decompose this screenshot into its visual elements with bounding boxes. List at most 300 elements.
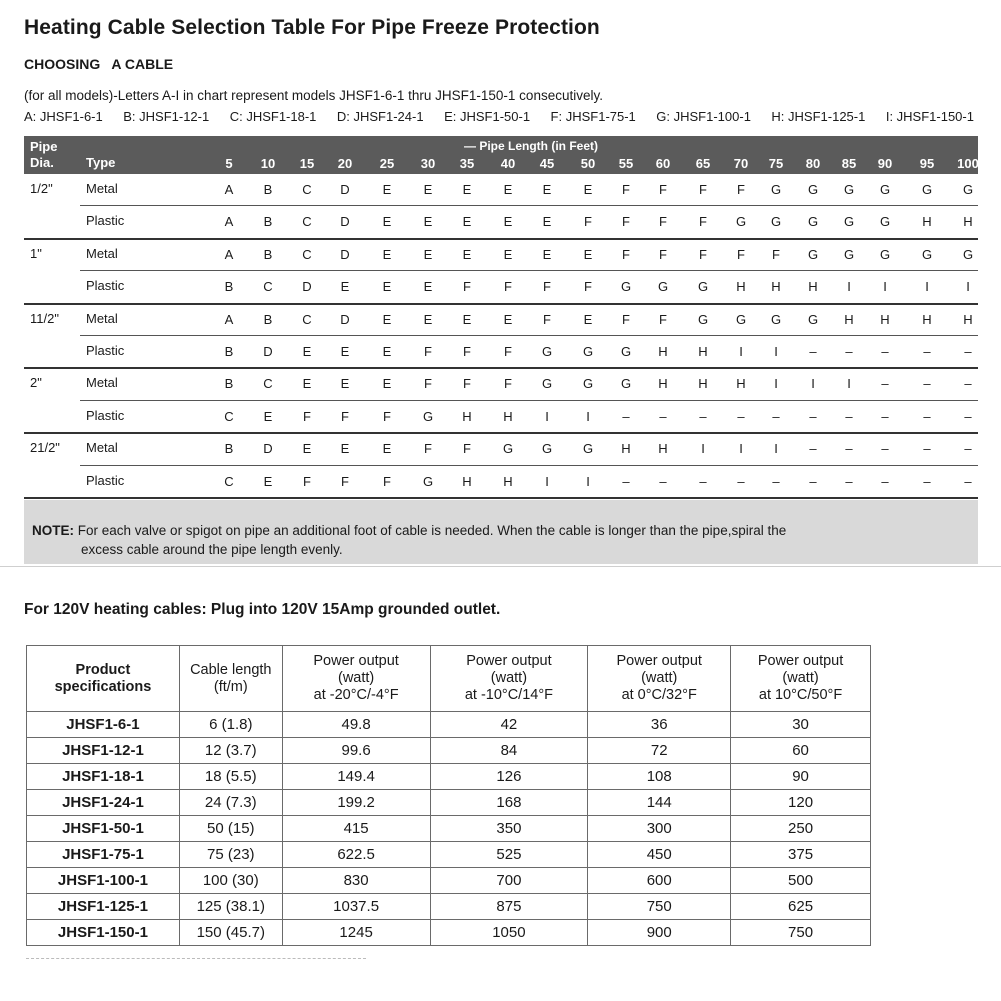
selection-cell: F <box>504 344 512 359</box>
model-name: JHSF1-50-1 <box>27 816 180 842</box>
selection-cell: E <box>340 279 350 295</box>
selection-cell: – <box>659 473 667 489</box>
selection-cell: H <box>698 344 708 359</box>
selection-cell: F <box>383 473 391 489</box>
selection-cell: F <box>424 441 432 457</box>
selection-cell: F <box>622 311 630 327</box>
selection-cell: – <box>881 344 889 359</box>
spec-cell: 144 <box>588 790 731 816</box>
spec-cell: 6 (1.8) <box>179 712 282 738</box>
selection-cell: – <box>809 344 817 359</box>
selection-cell: H <box>922 311 932 327</box>
spec-cell: 126 <box>430 764 588 790</box>
pipe-diameter: 11/2" <box>30 310 59 326</box>
selection-cell: D <box>340 182 350 197</box>
spec-cell: 90 <box>731 764 871 790</box>
header-pipe-length: — Pipe Length (in Feet) <box>464 139 598 153</box>
selection-cell: E <box>462 246 472 262</box>
header-dia: Dia. <box>30 155 54 170</box>
spec-cell: 42 <box>430 712 588 738</box>
selection-cell: F <box>383 408 391 424</box>
selection-cell: H <box>736 376 746 392</box>
header-length-40: 40 <box>500 156 516 171</box>
spec-table <box>26 645 871 946</box>
selection-cell: – <box>923 344 931 359</box>
spec-cell: 168 <box>430 790 588 816</box>
selection-cell: F <box>699 246 707 262</box>
cables-title: For 120V heating cables: Plug into 120V 15Amp grounded outlet. <box>24 601 501 618</box>
selection-cell: B <box>224 279 234 295</box>
header-length-60: 60 <box>655 156 671 171</box>
selection-cell: – <box>845 344 853 359</box>
selection-cell: E <box>462 311 472 327</box>
model-name: JHSF1-150-1 <box>27 920 180 946</box>
spec-cell: 415 <box>282 816 430 842</box>
selection-cell: H <box>922 214 932 230</box>
pipe-diameter: 1" <box>30 245 42 261</box>
selection-cell: E <box>423 214 433 230</box>
selection-cell: – <box>964 473 972 489</box>
selection-cell: E <box>382 344 392 359</box>
selection-cell: A <box>224 311 234 327</box>
selection-cell: – <box>809 441 817 457</box>
selection-cell: F <box>622 182 630 197</box>
selection-cell: E <box>382 246 392 262</box>
spec-header-line: specifications <box>54 678 152 695</box>
model-name: JHSF1-12-1 <box>27 738 180 764</box>
selection-cell: B <box>263 214 273 230</box>
selection-cell: H <box>736 279 746 295</box>
selection-cell: G <box>843 246 855 262</box>
selection-cell: E <box>382 441 392 457</box>
selection-cell: F <box>622 246 630 262</box>
section-divider <box>0 566 1001 567</box>
spec-row <box>27 842 871 868</box>
spec-cell: 450 <box>588 842 731 868</box>
selection-cell: – <box>809 408 817 424</box>
header-length-50: 50 <box>580 156 596 171</box>
spec-header-line: (watt) <box>782 670 819 686</box>
header-length-65: 65 <box>695 156 711 171</box>
header-length-90: 90 <box>877 156 893 171</box>
spec-cell: 750 <box>588 894 731 920</box>
selection-cell: F <box>463 344 471 359</box>
pipe-diameter: 1/2" <box>30 181 53 196</box>
pipe-type: Plastic <box>86 472 125 488</box>
selection-cell: I <box>966 279 970 295</box>
spec-cell: 1245 <box>282 920 430 946</box>
selection-cell: G <box>843 182 855 197</box>
spec-row <box>27 738 871 764</box>
selection-cell: F <box>424 344 432 359</box>
selection-cell: E <box>583 311 593 327</box>
selection-cell: F <box>303 408 311 424</box>
selection-cell: B <box>263 246 273 262</box>
selection-row <box>24 368 978 400</box>
selection-cell: D <box>263 441 273 457</box>
selection-cell: F <box>584 279 592 295</box>
legend-item: G: JHSF1-100-1 <box>656 109 751 124</box>
selection-cell: E <box>382 182 392 197</box>
selection-cell: I <box>586 408 590 424</box>
selection-cell: E <box>503 246 513 262</box>
selection-cell: E <box>583 246 593 262</box>
selection-cell: I <box>701 441 705 457</box>
spec-cell: 50 (15) <box>179 816 282 842</box>
selection-cell: I <box>925 279 929 295</box>
selection-cell: I <box>847 279 851 295</box>
selection-cell: – <box>881 408 889 424</box>
selection-cell: H <box>963 311 973 327</box>
spec-header-line: (ft/m) <box>213 678 248 695</box>
selection-cell: H <box>658 344 668 359</box>
spec-cell: 36 <box>588 712 731 738</box>
spec-header-line: at -10°C/14°F <box>464 687 553 703</box>
selection-row <box>24 239 978 271</box>
selection-cell: B <box>263 311 273 327</box>
spec-cell: 30 <box>731 712 871 738</box>
note-line-2: excess cable around the pipe length evenly. <box>81 542 343 557</box>
selection-cell: G <box>697 311 709 327</box>
selection-cell: C <box>302 214 312 230</box>
selection-cell: E <box>340 441 350 457</box>
selection-cell: – <box>923 408 931 424</box>
selection-cell: E <box>542 246 552 262</box>
selection-cell: – <box>622 408 630 424</box>
selection-cell: E <box>423 246 433 262</box>
selection-cell: F <box>737 246 745 262</box>
selection-cell: E <box>340 344 350 359</box>
spec-cell: 350 <box>430 816 588 842</box>
selection-cell: E <box>503 214 513 230</box>
spec-cell: 875 <box>430 894 588 920</box>
selection-cell: G <box>879 182 891 197</box>
section-subtitle: CHOOSING A CABLE <box>24 56 174 72</box>
legend-item: I: JHSF1-150-1 <box>885 109 974 124</box>
selection-cell: G <box>807 311 819 327</box>
spec-row <box>27 868 871 894</box>
selection-cell: B <box>224 441 234 457</box>
selection-cell: – <box>622 473 630 489</box>
selection-cell: – <box>881 376 889 392</box>
pipe-type: Metal <box>86 310 118 326</box>
selection-cell: G <box>843 214 855 230</box>
spec-cell: 625 <box>731 894 871 920</box>
selection-cell: – <box>923 376 931 392</box>
selection-cell: G <box>620 376 632 392</box>
selection-cell: G <box>921 246 933 262</box>
spec-header-line: (watt) <box>641 670 678 686</box>
selection-cell: A <box>224 182 234 197</box>
pipe-type: Metal <box>86 181 118 196</box>
selection-cell: G <box>502 441 514 457</box>
pipe-type: Metal <box>86 440 118 456</box>
spec-cell: 1050 <box>430 920 588 946</box>
spec-header-line: Cable length <box>190 661 272 678</box>
selection-cell: G <box>697 279 709 295</box>
spec-header-line: at 10°C/50°F <box>758 687 843 703</box>
selection-cell: F <box>463 376 471 392</box>
selection-cell: C <box>302 182 312 197</box>
selection-cell: G <box>541 344 553 359</box>
spec-row <box>27 790 871 816</box>
spec-cell: 99.6 <box>282 738 430 764</box>
selection-cell: E <box>340 376 350 392</box>
selection-cell: – <box>659 408 667 424</box>
selection-cell: E <box>542 214 552 230</box>
header-length-10: 10 <box>260 156 276 171</box>
selection-cell: H <box>658 376 668 392</box>
spec-row <box>27 894 871 920</box>
spec-cell: 149.4 <box>282 764 430 790</box>
spec-cell: 100 (30) <box>179 868 282 894</box>
selection-cell: E <box>583 182 593 197</box>
selection-row <box>24 206 978 238</box>
selection-cell: F <box>504 279 512 295</box>
selection-cell: G <box>770 311 782 327</box>
selection-cell: – <box>881 473 889 489</box>
spec-cell: 525 <box>430 842 588 868</box>
selection-cell: G <box>582 441 594 457</box>
legend-item: D: JHSF1-24-1 <box>336 109 424 124</box>
selection-cell: G <box>735 214 747 230</box>
selection-cell: G <box>807 214 819 230</box>
selection-cell: F <box>659 311 667 327</box>
selection-cell: F <box>303 473 311 489</box>
selection-cell: – <box>845 408 853 424</box>
spec-header-line: Power output <box>757 653 844 669</box>
note-label: NOTE: <box>32 523 74 538</box>
selection-cell: C <box>302 246 312 262</box>
selection-cell: G <box>879 214 891 230</box>
spec-cell: 150 (45.7) <box>179 920 282 946</box>
selection-cell: E <box>423 182 433 197</box>
selection-cell: F <box>543 279 551 295</box>
selection-table-header <box>24 136 978 174</box>
spec-row <box>27 764 871 790</box>
model-name: JHSF1-100-1 <box>27 868 180 894</box>
selection-cell: G <box>582 344 594 359</box>
selection-cell: – <box>923 473 931 489</box>
selection-cell: G <box>735 311 747 327</box>
selection-cell: E <box>263 408 273 424</box>
selection-cell: I <box>774 344 778 359</box>
model-legend <box>24 109 974 124</box>
selection-cell: F <box>504 376 512 392</box>
selection-cell: F <box>699 182 707 197</box>
selection-row <box>24 336 978 368</box>
selection-cell: G <box>422 473 434 489</box>
spec-cell: 750 <box>731 920 871 946</box>
selection-cell: E <box>382 376 392 392</box>
note-text <box>32 521 962 559</box>
spec-cell: 75 (23) <box>179 842 282 868</box>
spec-cell: 12 (3.7) <box>179 738 282 764</box>
selection-cell: A <box>224 246 234 262</box>
selection-cell: D <box>340 246 350 262</box>
pipe-diameter: 21/2" <box>30 440 60 456</box>
selection-cell: G <box>962 246 974 262</box>
selection-cell: H <box>503 473 513 489</box>
selection-cell: H <box>462 473 472 489</box>
selection-cell: I <box>739 344 743 359</box>
selection-cell: E <box>302 344 312 359</box>
selection-cell: F <box>424 376 432 392</box>
selection-cell: F <box>659 214 667 230</box>
selection-cell: F <box>622 214 630 230</box>
selection-cell: G <box>807 182 819 197</box>
selection-cell: – <box>699 408 707 424</box>
selection-cell: F <box>341 473 349 489</box>
selection-cell: H <box>698 376 708 392</box>
spec-header-cell <box>282 646 430 712</box>
spec-cell: 72 <box>588 738 731 764</box>
selection-cell: D <box>340 311 350 327</box>
pipe-type: Plastic <box>86 213 125 229</box>
legend-item: C: JHSF1-18-1 <box>229 109 317 124</box>
spec-cell: 60 <box>731 738 871 764</box>
model-name: JHSF1-75-1 <box>27 842 180 868</box>
spec-cell: 84 <box>430 738 588 764</box>
selection-cell: I <box>739 441 743 457</box>
note-line-1: For each valve or spigot on pipe an additional foot of cable is needed. When the cable is longer than the pipe,spiral the <box>77 523 787 538</box>
selection-cell: E <box>382 214 392 230</box>
spec-cell: 600 <box>588 868 731 894</box>
selection-cell: H <box>808 279 818 295</box>
selection-cell: D <box>340 214 350 230</box>
selection-cell: – <box>772 408 780 424</box>
spec-header-cell <box>588 646 731 712</box>
selection-cell: G <box>962 182 974 197</box>
spec-header-cell <box>731 646 871 712</box>
selection-cell: F <box>699 214 707 230</box>
spec-cell: 120 <box>731 790 871 816</box>
selection-row <box>24 466 978 498</box>
spec-row <box>27 816 871 842</box>
spec-cell: 199.2 <box>282 790 430 816</box>
header-length-80: 80 <box>805 156 821 171</box>
selection-cell: G <box>541 376 553 392</box>
selection-cell: E <box>503 182 513 197</box>
selection-cell: D <box>263 344 273 359</box>
selection-cell: F <box>659 246 667 262</box>
spec-cell: 250 <box>731 816 871 842</box>
spec-header-cell <box>27 646 180 712</box>
spec-row <box>27 712 871 738</box>
header-pipe: Pipe <box>30 139 58 154</box>
legend-item: B: JHSF1-12-1 <box>123 109 210 124</box>
selection-row <box>24 304 978 336</box>
selection-cell: I <box>774 441 778 457</box>
selection-cell: H <box>880 311 890 327</box>
selection-cell: E <box>423 279 433 295</box>
spec-cell: 18 (5.5) <box>179 764 282 790</box>
selection-cell: I <box>586 473 590 489</box>
pipe-diameter: 2" <box>30 375 42 391</box>
spec-header-line: (watt) <box>490 670 528 686</box>
header-length-95: 95 <box>919 156 935 171</box>
selection-cell: G <box>921 182 933 197</box>
header-length-55: 55 <box>618 156 634 171</box>
legend-item: A: JHSF1-6-1 <box>24 109 103 124</box>
spec-cell: 300 <box>588 816 731 842</box>
intro-text: (for all models)-Letters A-I in chart represent models JHSF1-6-1 thru JHSF1-150-1 consecutively. <box>24 88 603 103</box>
spec-header-cell <box>430 646 588 712</box>
selection-cell: G <box>879 246 891 262</box>
selection-cell: – <box>881 441 889 457</box>
selection-cell: C <box>224 408 234 424</box>
page-fragment-line <box>26 958 366 963</box>
spec-row <box>27 920 871 946</box>
selection-cell: H <box>658 441 668 457</box>
selection-cell: B <box>224 376 234 392</box>
model-name: JHSF1-24-1 <box>27 790 180 816</box>
header-length-85: 85 <box>841 156 857 171</box>
selection-cell: I <box>774 376 778 392</box>
selection-cell: G <box>770 182 782 197</box>
selection-cell: E <box>503 311 513 327</box>
selection-cell: G <box>620 279 632 295</box>
selection-cell: G <box>422 408 434 424</box>
selection-cell: F <box>772 246 780 262</box>
selection-cell: E <box>263 473 273 489</box>
selection-cell: C <box>302 311 312 327</box>
selection-cell: E <box>302 441 312 457</box>
legend-item: E: JHSF1-50-1 <box>444 109 531 124</box>
selection-cell: H <box>503 408 513 424</box>
spec-cell: 24 (7.3) <box>179 790 282 816</box>
spec-cell: 1037.5 <box>282 894 430 920</box>
selection-row <box>24 174 978 206</box>
selection-cell: C <box>224 473 234 489</box>
spec-cell: 622.5 <box>282 842 430 868</box>
selection-cell: D <box>302 279 312 295</box>
legend-item: H: JHSF1-125-1 <box>771 109 866 124</box>
selection-cell: – <box>845 441 853 457</box>
selection-cell: F <box>584 214 592 230</box>
header-length-75: 75 <box>768 156 784 171</box>
selection-cell: F <box>737 182 745 197</box>
selection-cell: – <box>737 473 745 489</box>
selection-cell: – <box>737 408 745 424</box>
model-name: JHSF1-125-1 <box>27 894 180 920</box>
header-length-5: 5 <box>225 156 233 171</box>
selection-cell: E <box>462 182 472 197</box>
header-length-30: 30 <box>420 156 436 171</box>
header-length-15: 15 <box>299 156 315 171</box>
header-length-35: 35 <box>459 156 475 171</box>
selection-cell: E <box>423 311 433 327</box>
selection-cell: H <box>963 214 973 230</box>
spec-header-line: at -20°C/-4°F <box>313 687 399 703</box>
selection-cell: G <box>657 279 669 295</box>
spec-header-line: Power output <box>313 653 399 669</box>
selection-cell: I <box>883 279 887 295</box>
legend-item: F: JHSF1-75-1 <box>550 109 636 124</box>
spec-cell: 900 <box>588 920 731 946</box>
spec-header-line: at 0°C/32°F <box>621 687 697 703</box>
selection-cell: B <box>263 182 273 197</box>
selection-cell: – <box>845 473 853 489</box>
selection-cell: – <box>699 473 707 489</box>
selection-cell: G <box>807 246 819 262</box>
header-length-25: 25 <box>379 156 395 171</box>
selection-cell: F <box>463 279 471 295</box>
spec-header-line: Power output <box>616 653 702 669</box>
selection-cell: H <box>771 279 781 295</box>
model-name: JHSF1-6-1 <box>27 712 180 738</box>
selection-cell: C <box>263 279 273 295</box>
